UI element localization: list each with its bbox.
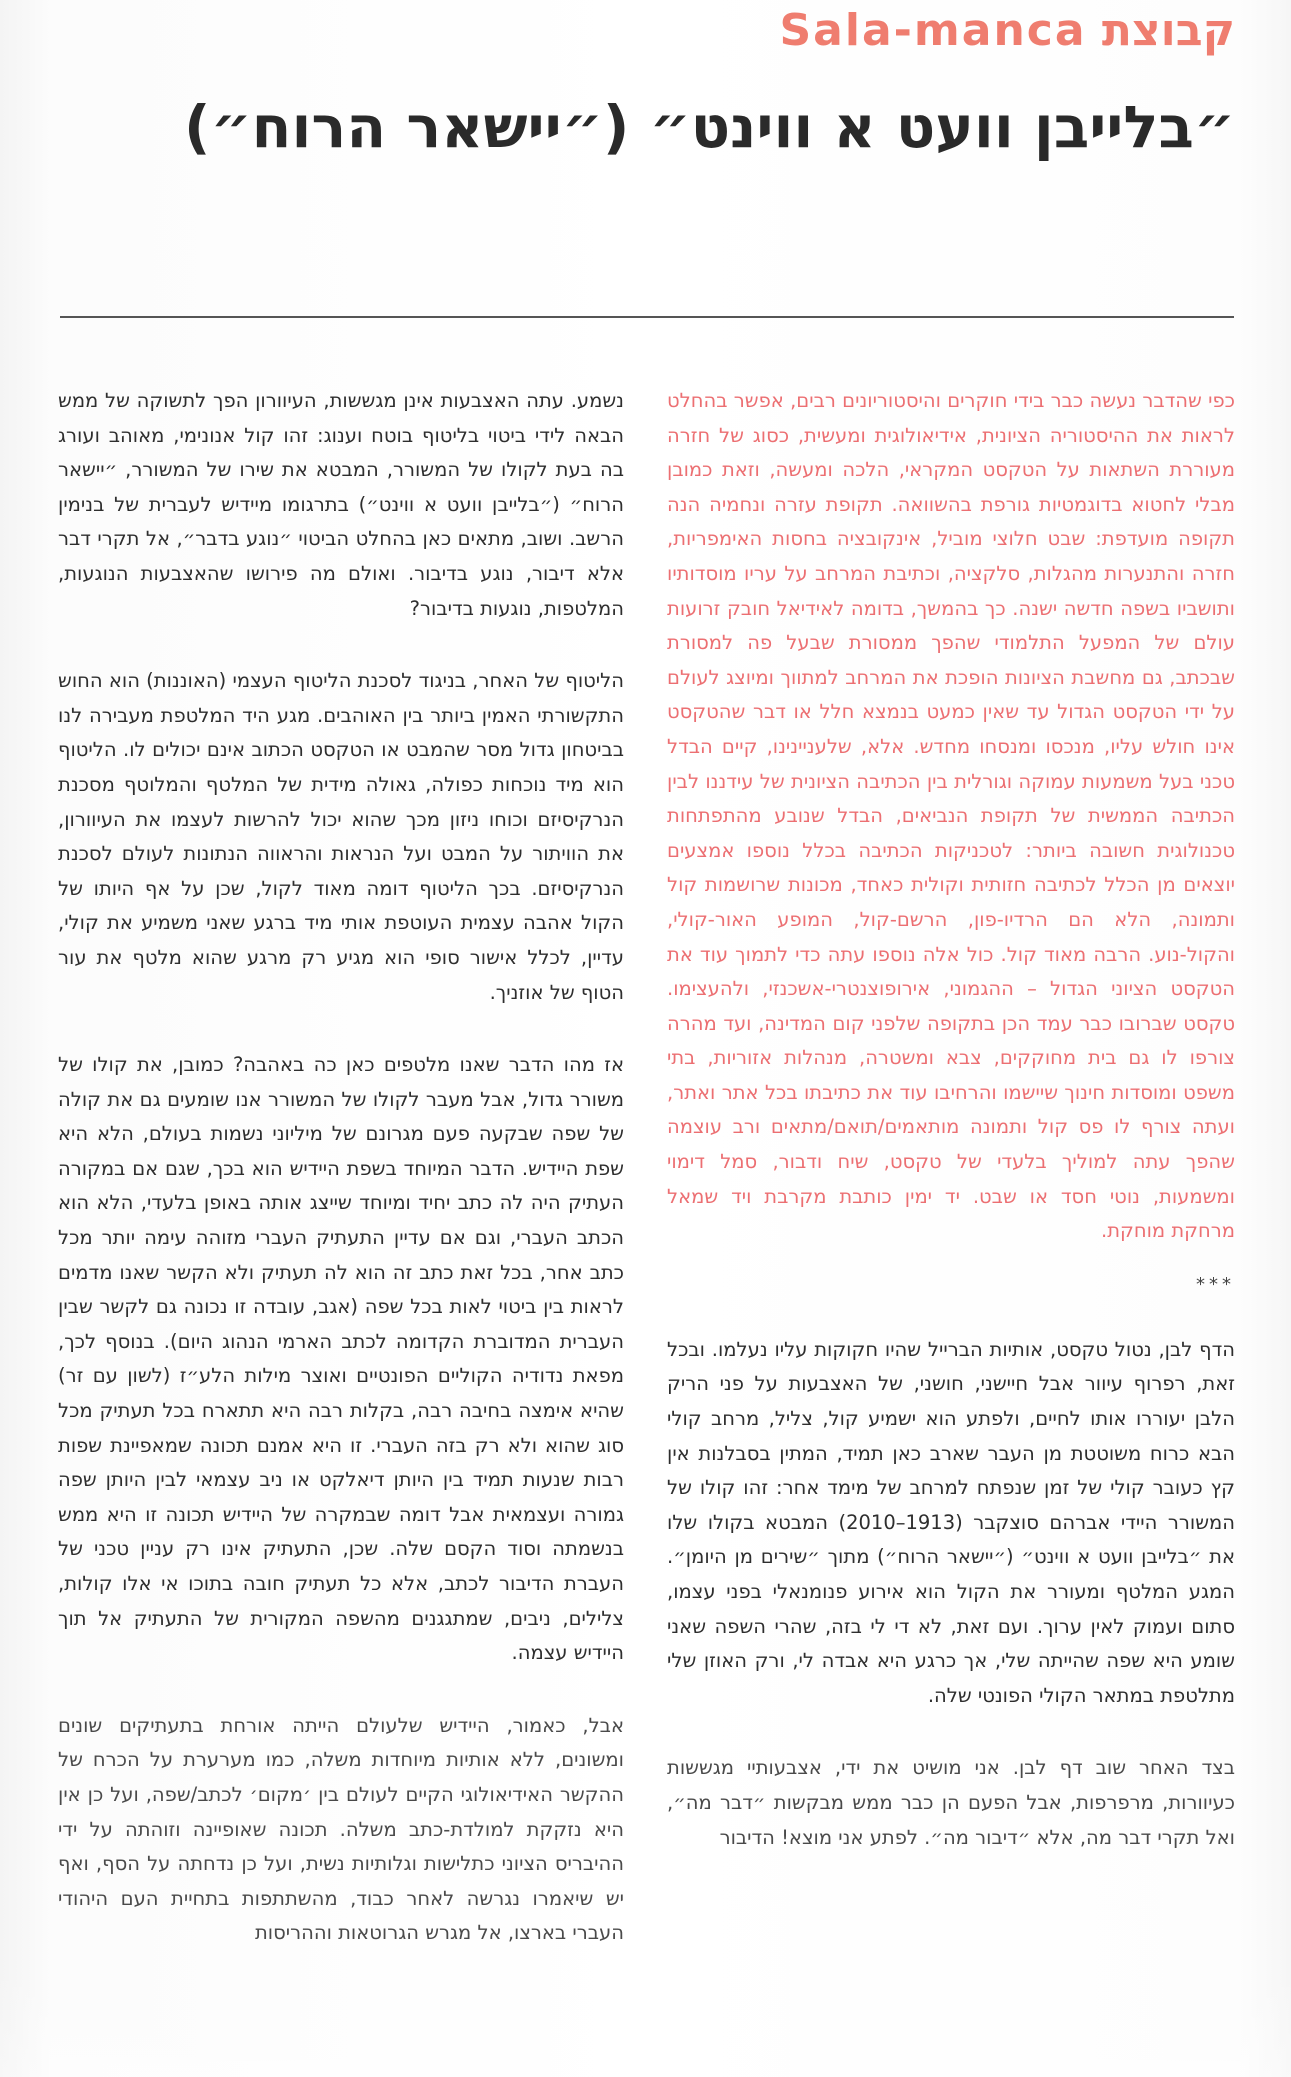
body-paragraph: אבל, כאמור, היידיש שלעולם הייתה אורחת בתעתיקים שונים ומשונים, ללא אותיות מיוחדות משלה, כמו מערערת על הכרח של ההקשר האידיאולוגי הקיים לעולם בין ׳מקום׳ לכתב/שפה, ועל כן אין היא נזקקת למולדת-כתב משלה. תכונה שאופיינה וזוהתה על ידי ההיבריס הציוני כתלישות וגלותיות נשית, ועל כן נדחתה על הסף, ואף יש שיאמרו נגרשה לאחר כבוד, מהשתתפות בתחיית העם היהודי העברי בארצו, אל מגרש הגרוטאות וההריסות	[58, 1713, 624, 1945]
left-column	[58, 384, 624, 1951]
header-divider	[60, 316, 1234, 318]
body-paragraph: הדף לבן, נטול טקסט, אותיות הברייל שהיו חקוקות עליו נעלמו. ובכל זאת, רפרוף עיוור אבל חיישני, חושני, של האצבעות על פני הריק הלבן יעוררו אותו לחיים, ולפתע הוא ישמיע קול, צליל, מרחב קולי הבא כרוח משוטטת מן העבר שארב כאן תמיד, המתין בסבלנות אין קץ כעובר קולי של זמן שנפתח למרחב של מימד אחר: זהו קולו של המשורר היידי אברהם סוצקבר (1913–2010) המבטא בקולו שלו את ״בלייבן וועט א ווינט״ (״יישאר הרוח״) מתוך ״שירים מן היומן״. המגע המלטף ומעורר את הקול הוא אירוע פנומנאלי בפני עצמו, סתום ועמוק לאין ערוך. ועם זאת, לא די לי בזה, שהרי השפה שאני שומע היא שפה שהייתה שלי, אך כרגע היא אבדה לי, ורק האוזן שלי מתלטפת במתאר הקולי הפונטי שלה.	[667, 1337, 1235, 1707]
page-bottom-fade	[0, 1957, 1291, 2077]
body-paragraph: אז מהו הדבר שאנו מלטפים כאן כה באהבה? כמובן, את קולו של משורר גדול, אבל מעבר לקולו של המשורר אנו שומעים גם את קולה של שפה שבקעה פעם מגרונם של מיליוני נשמות בעולם, הלא היא שפת היידיש. הדבר המיוחד בשפת היידיש הוא בכך, שגם אם במקורה העתיק היה לה כתב יחיד ומיוחד שייצג אותה באופן בלעדי, הלא הוא הכתב העברי, וגם אם עדיין התעתיק העברי מזוהה עימה יותר מכל כתב אחר, בכל זאת כתב זה הוא לה תעתיק ולא הקשר שאנו מדמים לראות בין ביטוי לאות בכל שפה (אגב, עובדה זו נכונה גם לקשר שבין העברית המדוברת הקדומה לכתב הארמי הנהוג היום). בנוסף לכך, מפאת נדודיה הקוליים הפונטיים ואוצר מילות הלע״ז (לשון עם זר) שהיא אימצה בחיבה רבה, בקלות רבה היא תתארח בכל תעתיק מכל סוג שהוא ולא רק בזה העברי. זו היא אמנם תכונה שמאפיינת שפות רבות שנעות תמיד בין היותן דיאלקט או ניב עצמאי לבין היותן שפה גמורה ועצמאית אבל דומה שבמקרה של היידיש תכונה זו היא ממש בנשמתה וסוד הקסם שלה. שכן, התעתיק אינו רק עניין טכני של העברת הדיבור לכתב, אלא כל תעתיק חובה בתוכו אי אלו קולות, צלילים, ניבים, שמתגגנים מהשפה המקורית של התעתיק אל תוך היידיש עצמה.	[58, 1053, 624, 1665]
intro-paragraph: כפי שהדבר נעשה כבר בידי חוקרים והיסטוריונים רבים, אפשר בהחלט לראות את ההיסטוריה הציונית, אידיאולוגית ומעשית, כסוג של חזרה מעוררת השתאות על הטקסט המקראי, הלכה ומעשה, וזאת כמובן מבלי לחטוא בדוגמטיות גורפת בהשוואה. תקופת עזרה ונחמיה הנה תקופה מועדפת: שבט חלוצי מוביל, אינקובציה בחסות האימפריות, חזרה והתנערות מהגלות, סלקציה, וכתיבת המרחב על עריו מוסדותיו ותושביו בשפה חדשה ישנה. כך בהמשך, בדומה לאידיאל חובק זרועות עולם של המפעל התלמודי שהפך ממסורת שבעל פה למסורת שבכתב, גם מחשבת הציונות הופכת את המרחב למתווך ומיוצג לעולם על ידי הטקסט הגדול עד שאין כמעט בנמצא חלל או דבר שהטקסט אינו חולש עליו, מנכסו ומנסחו מחדש. אלא, שלעניינינו, קיים הבדל טכני בעל משמעות עמוקה וגורלית בין הכתיבה הציונית של עידננו לבין הכתיבה הממשית של תקופת הנביאים, הבדל שנובע מהתפתחות טכנולוגית חשובה ביותר: לטכניקות הכתיבה בכלל נוספו אמצעים יוצאים מן הכלל לכתיבה חזותית וקולית כאחד, מכונות שרושמות קול ותמונה, הלא הם הרדיו-פון, הרשם-קול, המופע האור-קולי, והקול-נוע. הרבה מאוד קול. כול אלה נוספו עתה כדי לתמוך עוד את הטקסט הציוני הגדול – ההגמוני, אירופוצנטרי-אשכנזי, ולהעצימו. טקסט שברובו כבר עמד הכן בתקופה שלפני קום המדינה, ועד מהרה צורפו לו גם בית מחוקקים, צבא ומשטרה, מנהלות אזוריות, בתי משפט ומוסדות חינוך שיישמו והרחיבו עוד את כתיבתו בכל אתר ואתר, ועתה צורף לו פס קול ותמונה מותאמים/תואם/מתאים ורב עוצמה שהפך עתה למוליך בלעדי של טקסט, שיח ודבור, סמל דימוי ומשמעות, נוטי חסד או שבט. יד ימין כותבת מקרבת ויד שמאל מרחקת מוחקת.	[667, 389, 1235, 1243]
article-title: ״בלייבן וועט א ווינט״ (״יישאר הרוח״)	[183, 93, 1235, 161]
body-paragraph: הליטוף של האחר, בניגוד לסכנת הליטוף העצמי (האוננות) הוא החוש התקשורתי האמין ביותר בין האוהבים. מגע היד המלטפת מעבירה לנו בביטחון גדול מסר שהמבט או הטקסט הכתוב אינם יכולים לו. הליטוף הוא מיד נוכחות כפולה, גאולה מידית של המלטף והמלוטף מסכנת הנרקיסיזם וכוחו ניזון מכך שהוא יכול להרשות לעצמו את העיוורון, את הוויתור על המבט ועל הנראות והראווה הנתונות לעולם לסכנת הנרקיסיזם. בכך הליטוף דומה מאוד לקול, שכן על אף היותו של הקול אהבה עצמית העוטפת אותי מיד ברגע שאני משמיע את קולי, עדיין, לכלל אישור סופי הוא מגיע רק מרגע שהוא מלטף את עור הטוף של אוזניך.	[58, 669, 624, 1004]
series-label-hebrew: קבוצת	[1101, 5, 1235, 56]
body-paragraph: בצד האחר שוב דף לבן. אני מושיט את ידי, אצבעותיי מגששות כעיוורות, מרפרפות, אבל הפעם הן כבר ממש מבקשות ״דבר מה״, ואל תקרי דבר מה, אלא ״דיבור מה״. לפתע אני מוצא! הדיבור	[667, 1756, 1235, 1849]
series-label-latin: Sala-manca	[779, 5, 1087, 56]
body-paragraph: נשמע. עתה האצבעות אינן מגששות, העיוורון הפך לתשוקה של ממש הבאה לידי ביטוי בליטוף בוטח וענוג: זהו קול אנונימי, מאוהב ועורג בה בעת לקולו של המשורר, המבטא את שירו של המשורר, ״יישאר הרוח״ (״בלייבן וועט א ווינט״) בתרגומו מיידיש לעברית של בנימין הרשב. ושוב, מתאים כאן בהחלט הביטוי ״נוגע בדבר״, אל תקרי דבר אלא דיבור, נוגע בדיבור. ואולם מה פירושו שהאצבעות הנוגעות, המלטפות, נוגעות בדיבור?	[58, 389, 624, 620]
section-separator: ***	[1196, 1273, 1235, 1295]
right-column	[667, 384, 1235, 1855]
series-label	[779, 6, 1235, 57]
